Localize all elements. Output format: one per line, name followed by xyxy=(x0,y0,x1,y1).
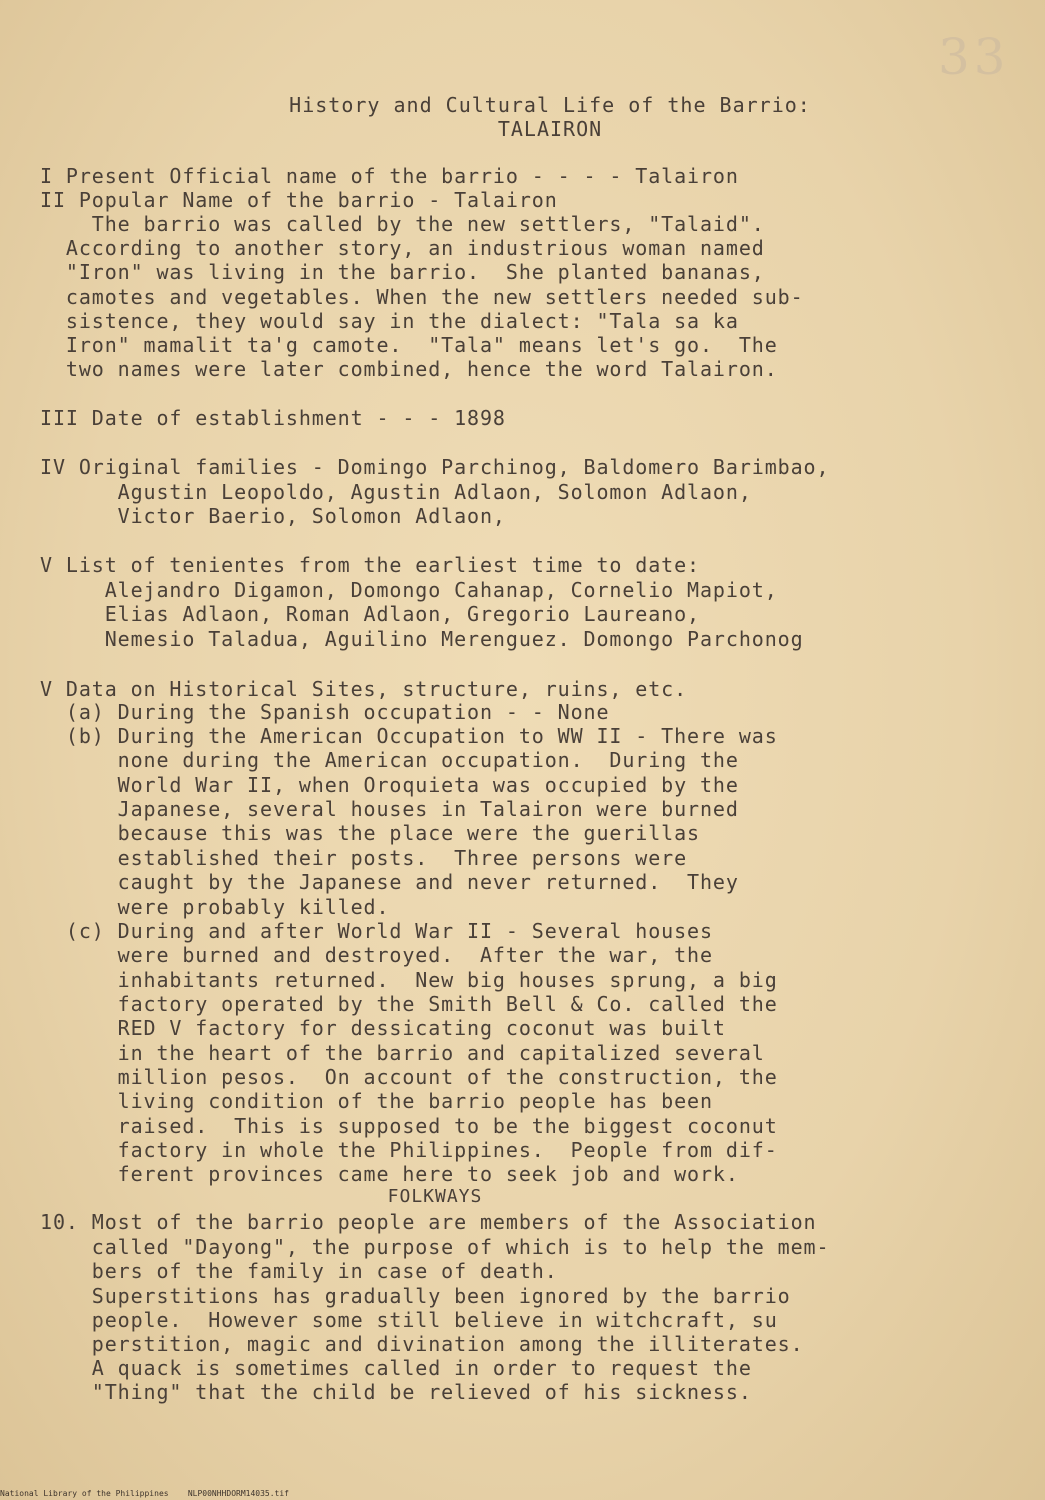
section-v-tenientes: V List of tenientes from the earliest time to date: xyxy=(40,553,700,577)
page-number: 33 xyxy=(938,28,1010,86)
text-line: World War II, when Oroquieta was occupied by the xyxy=(40,773,739,797)
text-line: Japanese, several houses in Talairon were burned xyxy=(40,797,739,821)
text-line: Victor Baerio, Solomon Adlaon, xyxy=(40,504,506,528)
text-line: raised. This is supposed to be the biggest coconut xyxy=(40,1114,778,1138)
section-iv: IV Original families - Domingo Parchinog, Baldomero Barimbao, xyxy=(40,455,830,479)
section-v-historical-sites: V Data on Historical Sites, structure, ruins, etc. xyxy=(40,677,688,701)
text-line: million pesos. On account of the construction, the xyxy=(40,1065,778,1089)
text-line: were probably killed. xyxy=(40,895,390,919)
text-line: caught by the Japanese and never returned. They xyxy=(40,870,739,894)
text-line: Superstitions has gradually been ignored by the barrio xyxy=(40,1284,791,1308)
text-line: A quack is sometimes called in order to request the xyxy=(40,1356,752,1380)
text-line: Elias Adlaon, Roman Adlaon, Gregorio Laureano, xyxy=(40,602,700,626)
text-line: ferent provinces came here to seek job and work. xyxy=(40,1162,739,1186)
text-line: because this was the place were the guerillas xyxy=(40,821,700,845)
text-line: factory in whole the Philippines. People from dif- xyxy=(40,1138,778,1162)
text-line: established their posts. Three persons were xyxy=(40,846,688,870)
text-line: "Iron" was living in the barrio. She planted bananas, xyxy=(40,260,765,284)
text-line: sistence, they would say in the dialect: "Tala sa ka xyxy=(40,309,739,333)
text-line: were burned and destroyed. After the war, the xyxy=(40,943,713,967)
text-line: called "Dayong", the purpose of which is to help the mem- xyxy=(40,1235,830,1259)
text-line: (c) During and after World War II - Several houses xyxy=(40,919,713,943)
section-10: 10. Most of the barrio people are members of the Association xyxy=(40,1210,817,1234)
text-line: two names were later combined, hence the word Talairon. xyxy=(40,357,778,381)
folkways-heading: FOLKWAYS xyxy=(387,1186,483,1207)
text-line: The barrio was called by the new settlers, "Talaid". xyxy=(40,212,765,236)
text-line: camotes and vegetables. When the new settlers needed sub- xyxy=(40,285,804,309)
text-line: factory operated by the Smith Bell & Co. called the xyxy=(40,992,778,1016)
text-line: bers of the family in case of death. xyxy=(40,1259,558,1283)
text-line: RED V factory for dessicating coconut was built xyxy=(40,1016,726,1040)
document-title: History and Cultural Life of the Barrio: xyxy=(289,93,811,117)
text-line: Alejandro Digamon, Domongo Cahanap, Cornelio Mapiot, xyxy=(40,578,778,602)
text-line: in the heart of the barrio and capitalized several xyxy=(40,1041,765,1065)
text-line: none during the American occupation. During the xyxy=(40,748,739,772)
text-line: Agustin Leopoldo, Agustin Adlaon, Solomon Adlaon, xyxy=(40,480,752,504)
document-subtitle: TALAIRON xyxy=(497,117,603,141)
text-line: (b) During the American Occupation to WW II - There was xyxy=(40,724,778,748)
text-line: According to another story, an industrious woman named xyxy=(40,236,765,260)
text-line: living condition of the barrio people has been xyxy=(40,1089,713,1113)
section-i: I Present Official name of the barrio - - - - Talairon xyxy=(40,164,739,188)
text-line: Iron" mamalit ta'g camote. "Tala" means let's go. The xyxy=(40,333,778,357)
text-line: perstition, magic and divination among the illiterates. xyxy=(40,1332,804,1356)
text-line: people. However some still believe in witchcraft, su xyxy=(40,1308,778,1332)
text-line: "Thing" that the child be relieved of his sickness. xyxy=(40,1380,752,1404)
archive-footer: National Library of the Philippines NLP00NHHDORM14035.tif xyxy=(0,1489,289,1498)
section-ii: II Popular Name of the barrio - Talairon xyxy=(40,188,558,212)
text-line: (a) During the Spanish occupation - - None xyxy=(40,700,610,724)
text-line: inhabitants returned. New big houses sprung, a big xyxy=(40,968,778,992)
text-line: Nemesio Taladua, Aguilino Merenguez. Domongo Parchonog xyxy=(40,627,804,651)
section-iii: III Date of establishment - - - 1898 xyxy=(40,406,506,430)
